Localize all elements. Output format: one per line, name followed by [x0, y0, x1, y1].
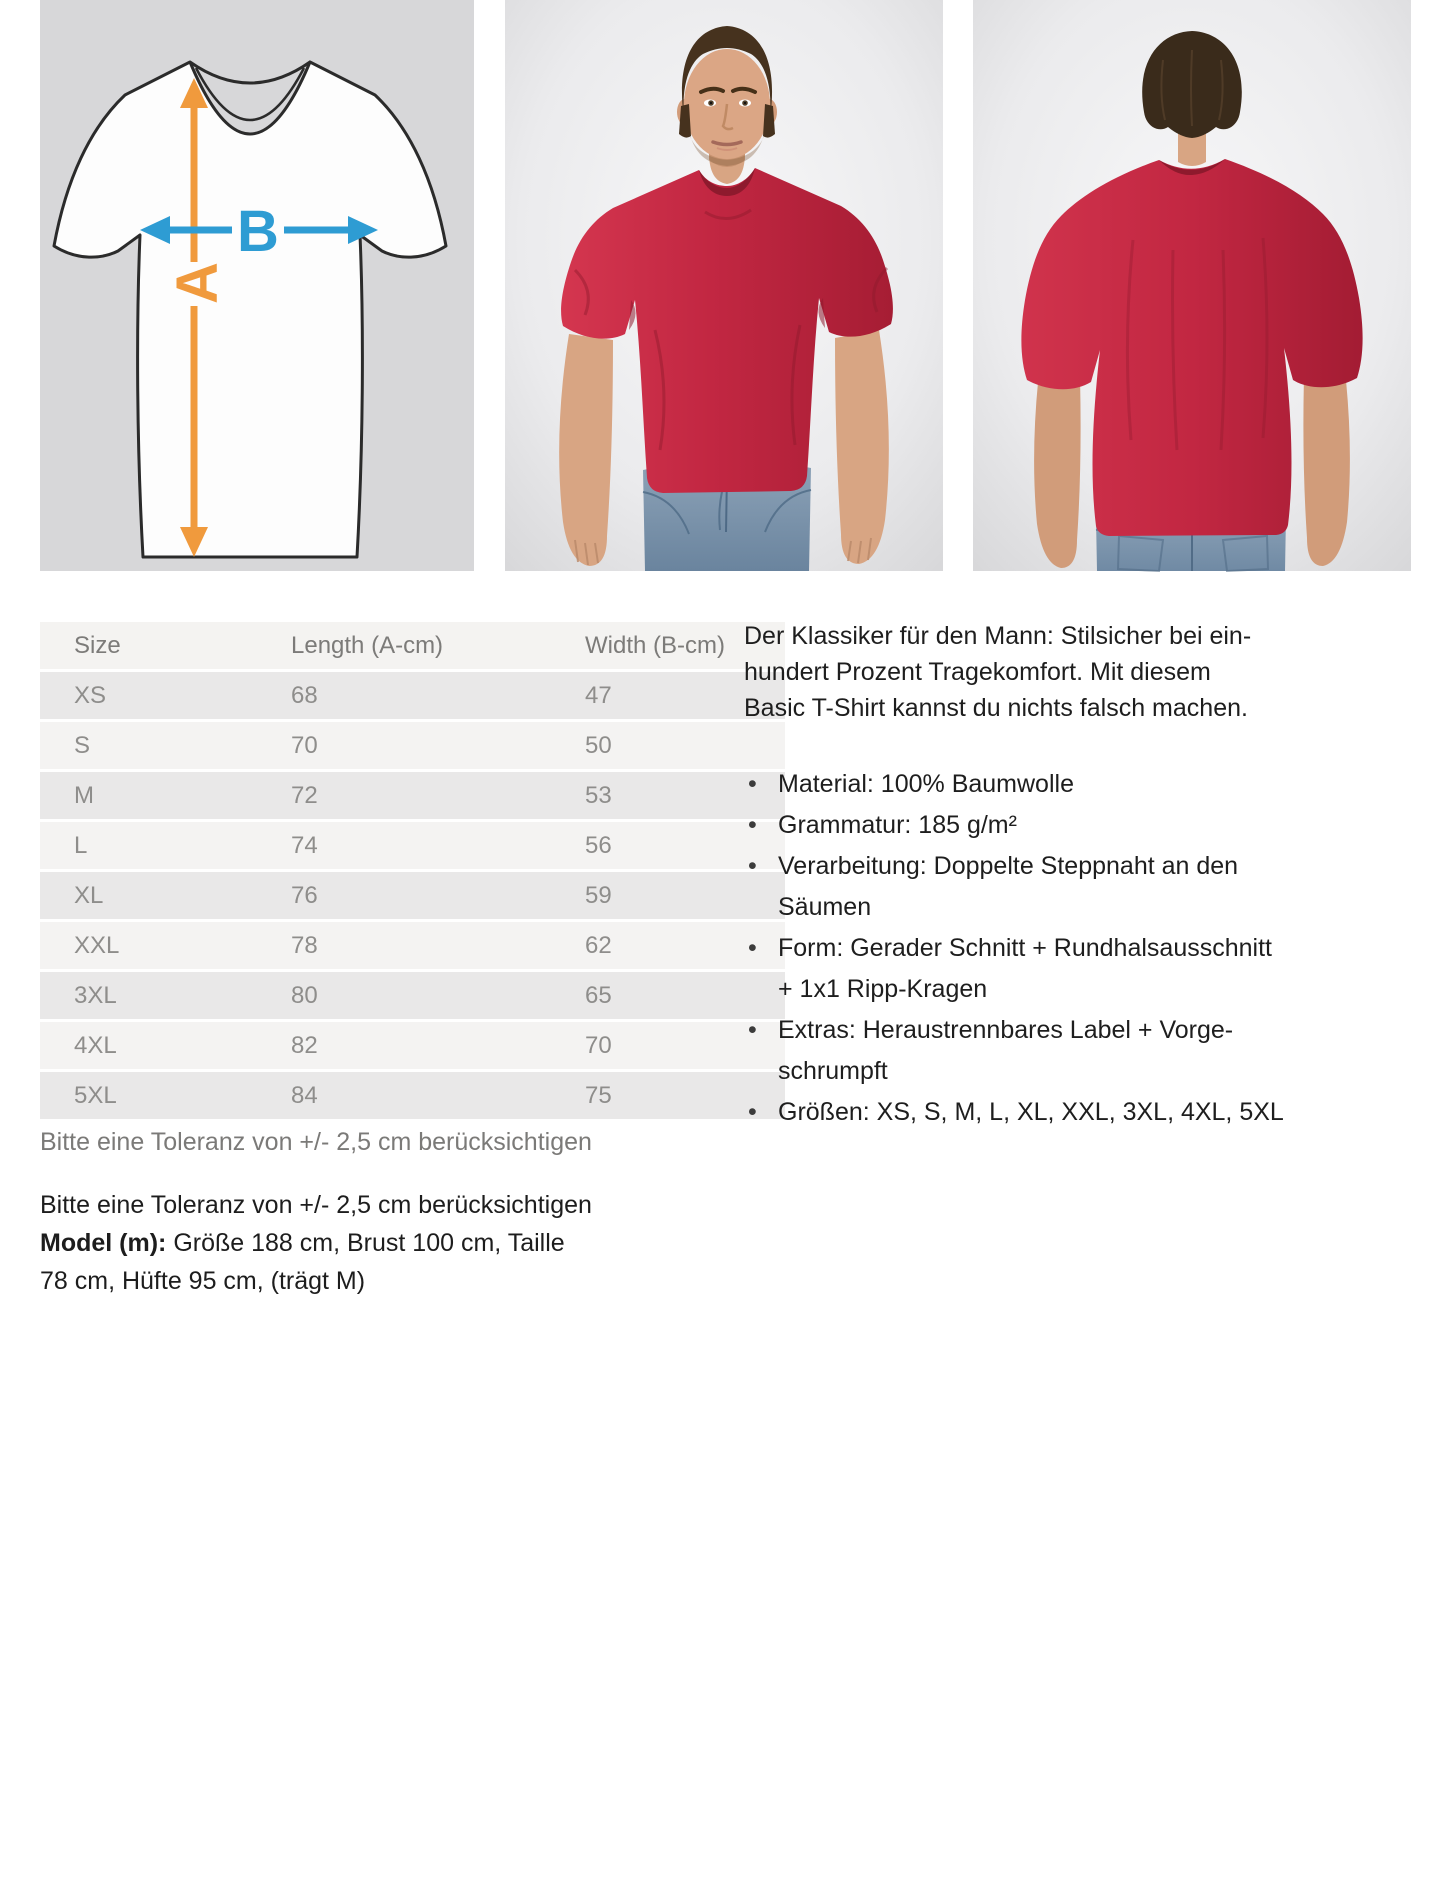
feature-line: Extras: Heraustrennbares Label + Vorge- — [778, 1016, 1234, 1044]
size-cell: 3XL — [40, 971, 257, 1021]
length-cell: 82 — [257, 1021, 551, 1071]
width-cell: 53 — [551, 771, 785, 821]
label-a: A — [164, 262, 230, 304]
bullet-icon: • — [748, 852, 757, 880]
clipped-text-strip — [40, 1127, 690, 1156]
table-row-xxl — [40, 921, 785, 971]
model-measurements-1: Größe 188 cm, Brust 100 cm, Taille — [173, 1229, 565, 1257]
length-cell: 80 — [257, 971, 551, 1021]
width-cell: 62 — [551, 921, 785, 971]
length-cell: 78 — [257, 921, 551, 971]
width-cell: 50 — [551, 721, 785, 771]
description-line-2: hundert Prozent Tragekomfort. Mit diesem — [744, 658, 1211, 686]
bullet-icon: • — [748, 1098, 757, 1126]
model-front-photo — [505, 0, 943, 571]
size-cell: L — [40, 821, 257, 871]
size-cell: XXL — [40, 921, 257, 971]
column-header-length: Length (A-cm) — [257, 622, 551, 671]
size-cell: M — [40, 771, 257, 821]
size-cell: XS — [40, 671, 257, 721]
description-line-3: Basic T-Shirt kannst du nichts falsch machen. — [744, 694, 1248, 722]
size-cell: 4XL — [40, 1021, 257, 1071]
length-cell: 68 — [257, 671, 551, 721]
table-row-s — [40, 721, 785, 771]
size-cell: 5XL — [40, 1071, 257, 1121]
feature-item-verarbeitung — [744, 846, 1444, 928]
length-cell: 72 — [257, 771, 551, 821]
bullet-icon: • — [748, 934, 757, 962]
model-label: Model (m): — [40, 1229, 167, 1257]
model-back-illustration — [973, 0, 1411, 571]
feature-line: Material: 100% Baumwolle — [778, 770, 1074, 798]
feature-item-form — [744, 928, 1444, 1010]
table-row-m — [40, 771, 785, 821]
feature-line: + 1x1 Ripp-Kragen — [778, 975, 988, 1003]
column-header-width: Width (B-cm) — [551, 622, 785, 671]
product-description — [744, 618, 1434, 726]
width-cell: 59 — [551, 871, 785, 921]
tolerance-note-block — [40, 1186, 690, 1300]
length-cell: 70 — [257, 721, 551, 771]
feature-line: Verarbeitung: Doppelte Steppnaht an den — [778, 852, 1239, 880]
label-b: B — [237, 198, 279, 264]
length-cell: 76 — [257, 871, 551, 921]
size-diagram-figure — [40, 0, 474, 571]
width-cell: 70 — [551, 1021, 785, 1071]
model-front-illustration — [505, 0, 943, 571]
size-table-header-row — [40, 622, 785, 671]
table-row-xs — [40, 671, 785, 721]
feature-item-material — [744, 764, 1444, 805]
table-row-xl — [40, 871, 785, 921]
width-cell: 47 — [551, 671, 785, 721]
size-table — [40, 622, 785, 1122]
column-header-size: Size — [40, 622, 257, 671]
tolerance-note: Bitte eine Toleranz von +/- 2,5 cm berücksichtigen — [40, 1191, 592, 1219]
width-cell: 56 — [551, 821, 785, 871]
size-diagram — [40, 0, 474, 571]
model-back-photo — [973, 0, 1411, 571]
feature-line: Größen: XS, S, M, L, XL, XXL, 3XL, 4XL, 5XL — [778, 1098, 1284, 1126]
model-info-line-2: 78 cm, Hüfte 95 cm, (trägt M) — [40, 1267, 366, 1295]
feature-line: Säumen — [778, 893, 872, 921]
size-cell: S — [40, 721, 257, 771]
table-row-4xl — [40, 1021, 785, 1071]
model-info-line-1 — [40, 1224, 690, 1262]
size-cell: XL — [40, 871, 257, 921]
feature-list — [744, 764, 1444, 1133]
table-row-l — [40, 821, 785, 871]
feature-item-extras — [744, 1010, 1444, 1092]
table-row-3xl — [40, 971, 785, 1021]
width-cell: 75 — [551, 1071, 785, 1121]
bullet-icon: • — [748, 770, 757, 798]
width-cell: 65 — [551, 971, 785, 1021]
bullet-icon: • — [748, 1016, 757, 1044]
feature-line: Form: Gerader Schnitt + Rundhalsausschnitt — [778, 934, 1272, 962]
length-cell: 84 — [257, 1071, 551, 1121]
feature-line: Grammatur: 185 g/m² — [778, 811, 1017, 839]
feature-item-grammatur — [744, 805, 1444, 846]
feature-item-groessen — [744, 1092, 1444, 1133]
clipped-text: Bitte eine Toleranz von +/- 2,5 cm berücksichtigen — [40, 1128, 592, 1156]
description-line-1: Der Klassiker für den Mann: Stilsicher bei ein- — [744, 622, 1252, 650]
feature-line: schrumpft — [778, 1057, 888, 1085]
table-row-5xl — [40, 1071, 785, 1121]
bullet-icon: • — [748, 811, 757, 839]
length-cell: 74 — [257, 821, 551, 871]
